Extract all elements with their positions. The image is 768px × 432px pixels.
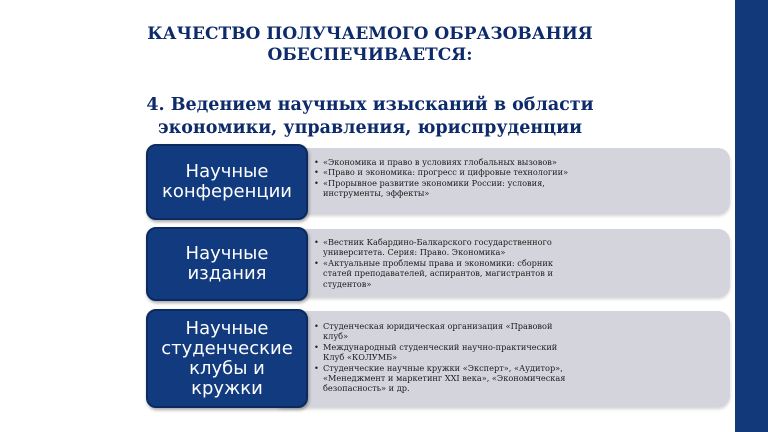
- label-line: Научные: [185, 317, 269, 339]
- slide-subtitle: [60, 94, 680, 140]
- bullet-icon: •: [314, 167, 319, 178]
- label-line: конференции: [161, 181, 293, 202]
- bullet-icon: •: [314, 157, 319, 167]
- section-conferences-list: [314, 157, 574, 199]
- list-item: • Студенческая юридическая организация «Правовой клуб»: [314, 321, 553, 342]
- section-student-clubs-label: [146, 309, 308, 408]
- label-line: издания: [187, 263, 267, 284]
- bullet-icon: •: [314, 237, 319, 247]
- title-line-1: КАЧЕСТВО ПОЛУЧАЕМОГО ОБРАЗОВАНИЯ: [147, 24, 593, 44]
- label-line: Научные: [185, 161, 269, 182]
- label-line: студенческие: [161, 337, 293, 359]
- list-item: • Международный студенческий научно-практический Клуб «КОЛУМБ»: [314, 341, 558, 363]
- label-line: кружки: [191, 377, 263, 399]
- subtitle-line-2: экономики, управления, юриспруденции: [157, 118, 583, 138]
- bullet-icon: •: [314, 321, 319, 331]
- subtitle-line-1: 4. Ведением научных изысканий в области: [146, 95, 594, 115]
- bullet-icon: •: [314, 362, 319, 373]
- section-student-clubs-list: [314, 321, 576, 394]
- section-conferences-label: [146, 144, 308, 220]
- bullet-icon: •: [314, 257, 319, 268]
- bullet-icon: •: [314, 177, 319, 188]
- label-line: Научные: [185, 243, 269, 264]
- list-item: • «Прорывное развитие экономики России: условия, инструменты, эффекты»: [314, 177, 545, 199]
- bullet-icon: •: [314, 341, 319, 352]
- list-item: • Студенческие научные кружки «Эксперт», «Аудитор», «Менеджмент и маркетинг XXI века», «Экономическая безопасность» и др.: [314, 362, 566, 394]
- list-item: • «Право и экономика: прогресс и цифровые технологии»: [314, 167, 569, 178]
- slide-title: [60, 24, 680, 66]
- title-line-2: ОБЕСПЕЧИВАЕТСЯ:: [267, 45, 473, 65]
- label-line: клубы и: [189, 357, 265, 379]
- list-item: • «Экономика и право в условиях глобальных вызовов»: [314, 157, 557, 167]
- sidebar-stripe: [735, 0, 768, 432]
- list-item: • «Актуальные проблемы права и экономики: сборник статей преподавателей, аспирантов, магистрантов и студентов»: [314, 257, 553, 289]
- section-publications-label: [146, 227, 308, 301]
- list-item: • «Вестник Кабардино-Балкарского государственного университета. Серия: Право. Экономика»: [314, 237, 552, 258]
- section-publications-list: [314, 237, 574, 289]
